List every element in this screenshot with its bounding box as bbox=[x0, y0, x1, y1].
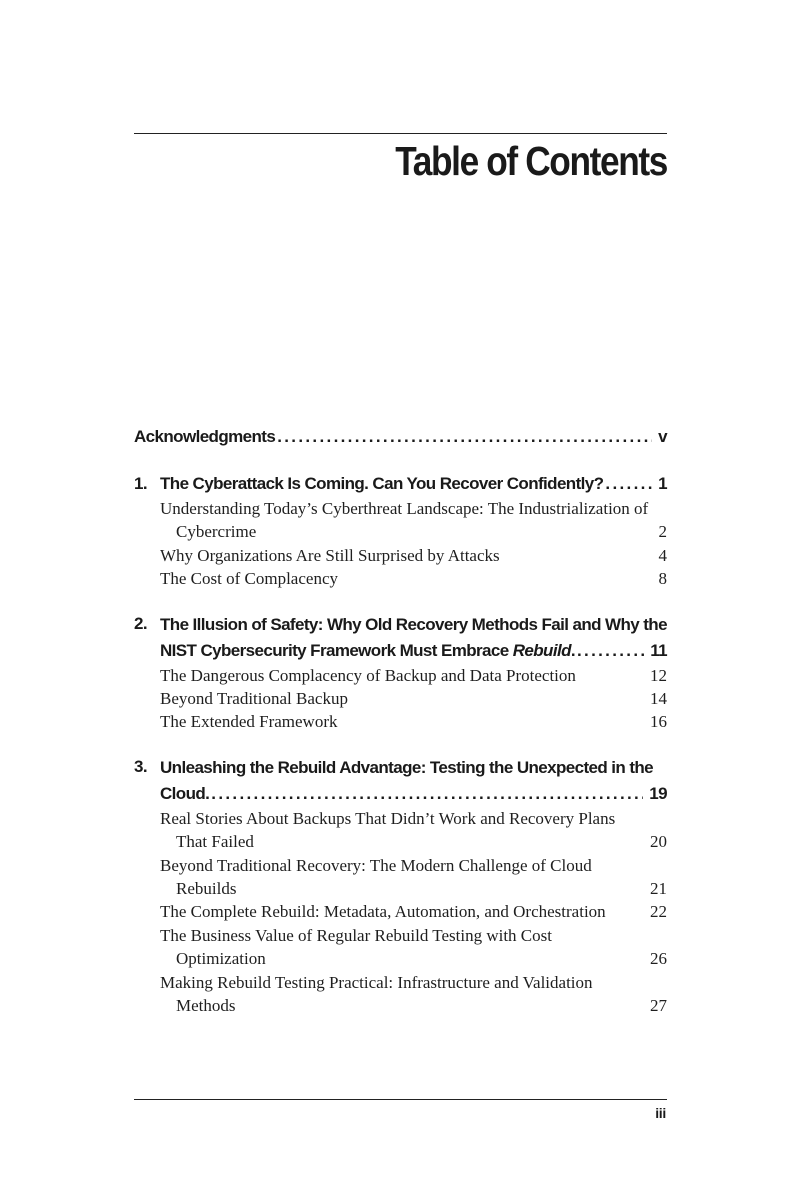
section-title: Understanding Today’s Cyberthreat Landscape: The Industrialization of Cybercrime bbox=[160, 499, 649, 542]
section-title: The Dangerous Complacency of Backup and Data Protection bbox=[160, 665, 576, 685]
section-page: 27 bbox=[650, 996, 667, 1016]
section-page: 2 bbox=[658, 522, 667, 542]
toc-chapter-3 bbox=[134, 754, 667, 1018]
chapter-number: 1. bbox=[134, 474, 147, 493]
section-title: The Business Value of Regular Rebuild Testing with Cost Optimization bbox=[160, 925, 552, 969]
chapter-page: 11 bbox=[650, 640, 667, 660]
toc-section[interactable] bbox=[160, 971, 667, 1018]
section-page: 8 bbox=[658, 569, 667, 589]
section-page: 21 bbox=[650, 879, 667, 899]
page-title: Table of Contents bbox=[395, 138, 667, 184]
chapter-heading[interactable] bbox=[160, 471, 667, 497]
dot-leader bbox=[605, 471, 652, 497]
toc-section[interactable] bbox=[160, 544, 667, 567]
chapter-title-line-1[interactable]: The Illusion of Safety: Why Old Recovery Methods Fail and Why the bbox=[160, 614, 667, 634]
chapter-number: 3. bbox=[134, 756, 147, 776]
section-page: 12 bbox=[650, 665, 667, 685]
chapter-title-line-2 bbox=[160, 638, 575, 664]
toc-section[interactable] bbox=[160, 710, 667, 733]
section-title: Why Organizations Are Still Surprised by Attacks bbox=[160, 545, 500, 565]
section-page: 20 bbox=[650, 832, 667, 852]
section-title: The Cost of Complacency bbox=[160, 569, 338, 589]
table-of-contents bbox=[134, 424, 667, 1038]
toc-section[interactable] bbox=[160, 687, 667, 710]
chapter-title: The Cyberattack Is Coming. Can You Recover Confidently? bbox=[160, 474, 604, 493]
section-page: 4 bbox=[658, 545, 667, 565]
section-title: Beyond Traditional Recovery: The Modern Challenge of Cloud Rebuilds bbox=[160, 855, 592, 899]
dot-leader bbox=[577, 638, 644, 664]
bottom-rule bbox=[134, 1099, 667, 1100]
chapter-title-text: NIST Cybersecurity Framework Must Embrace bbox=[160, 640, 513, 660]
chapter-title-line-1[interactable]: Unleashing the Rebuild Advantage: Testing the Unexpected in the bbox=[160, 757, 654, 777]
section-title: Real Stories About Backups That Didn’t Work and Recovery Plans That Failed bbox=[160, 808, 616, 852]
chapter-number: 2. bbox=[134, 613, 147, 633]
chapter-title-end: . bbox=[570, 640, 575, 660]
section-title: Making Rebuild Testing Practical: Infrastructure and Validation Methods bbox=[160, 972, 593, 1016]
chapter-page: 19 bbox=[649, 783, 667, 803]
dot-leader bbox=[211, 781, 643, 807]
section-page: 26 bbox=[650, 949, 667, 969]
section-title: The Extended Framework bbox=[160, 712, 338, 732]
toc-section[interactable] bbox=[160, 924, 667, 971]
page-number: iii bbox=[655, 1105, 666, 1121]
chapter-title-emphasis: Rebuild bbox=[512, 640, 571, 660]
toc-section[interactable] bbox=[160, 497, 667, 544]
chapter-heading[interactable] bbox=[160, 638, 667, 664]
toc-entry-acknowledgments[interactable] bbox=[134, 424, 667, 450]
section-page: 16 bbox=[650, 712, 667, 732]
section-title: The Complete Rebuild: Metadata, Automation, and Orchestration bbox=[160, 902, 606, 922]
section-page: 14 bbox=[650, 689, 667, 709]
section-page: 22 bbox=[650, 902, 667, 922]
section-title: Beyond Traditional Backup bbox=[160, 689, 348, 709]
chapter-heading[interactable] bbox=[160, 781, 667, 807]
toc-section[interactable] bbox=[160, 900, 667, 923]
chapter-title-line-2: Cloud. bbox=[160, 783, 210, 803]
toc-chapter-2 bbox=[134, 611, 667, 734]
acknowledgments-label: Acknowledgments bbox=[134, 427, 276, 446]
toc-section[interactable] bbox=[160, 807, 667, 854]
chapter-page: 1 bbox=[658, 474, 667, 493]
toc-chapter-1 bbox=[134, 471, 667, 591]
toc-section[interactable] bbox=[160, 567, 667, 590]
acknowledgments-page: v bbox=[658, 427, 667, 446]
dot-leader bbox=[277, 424, 652, 450]
toc-section[interactable] bbox=[160, 664, 667, 687]
toc-section[interactable] bbox=[160, 854, 667, 901]
